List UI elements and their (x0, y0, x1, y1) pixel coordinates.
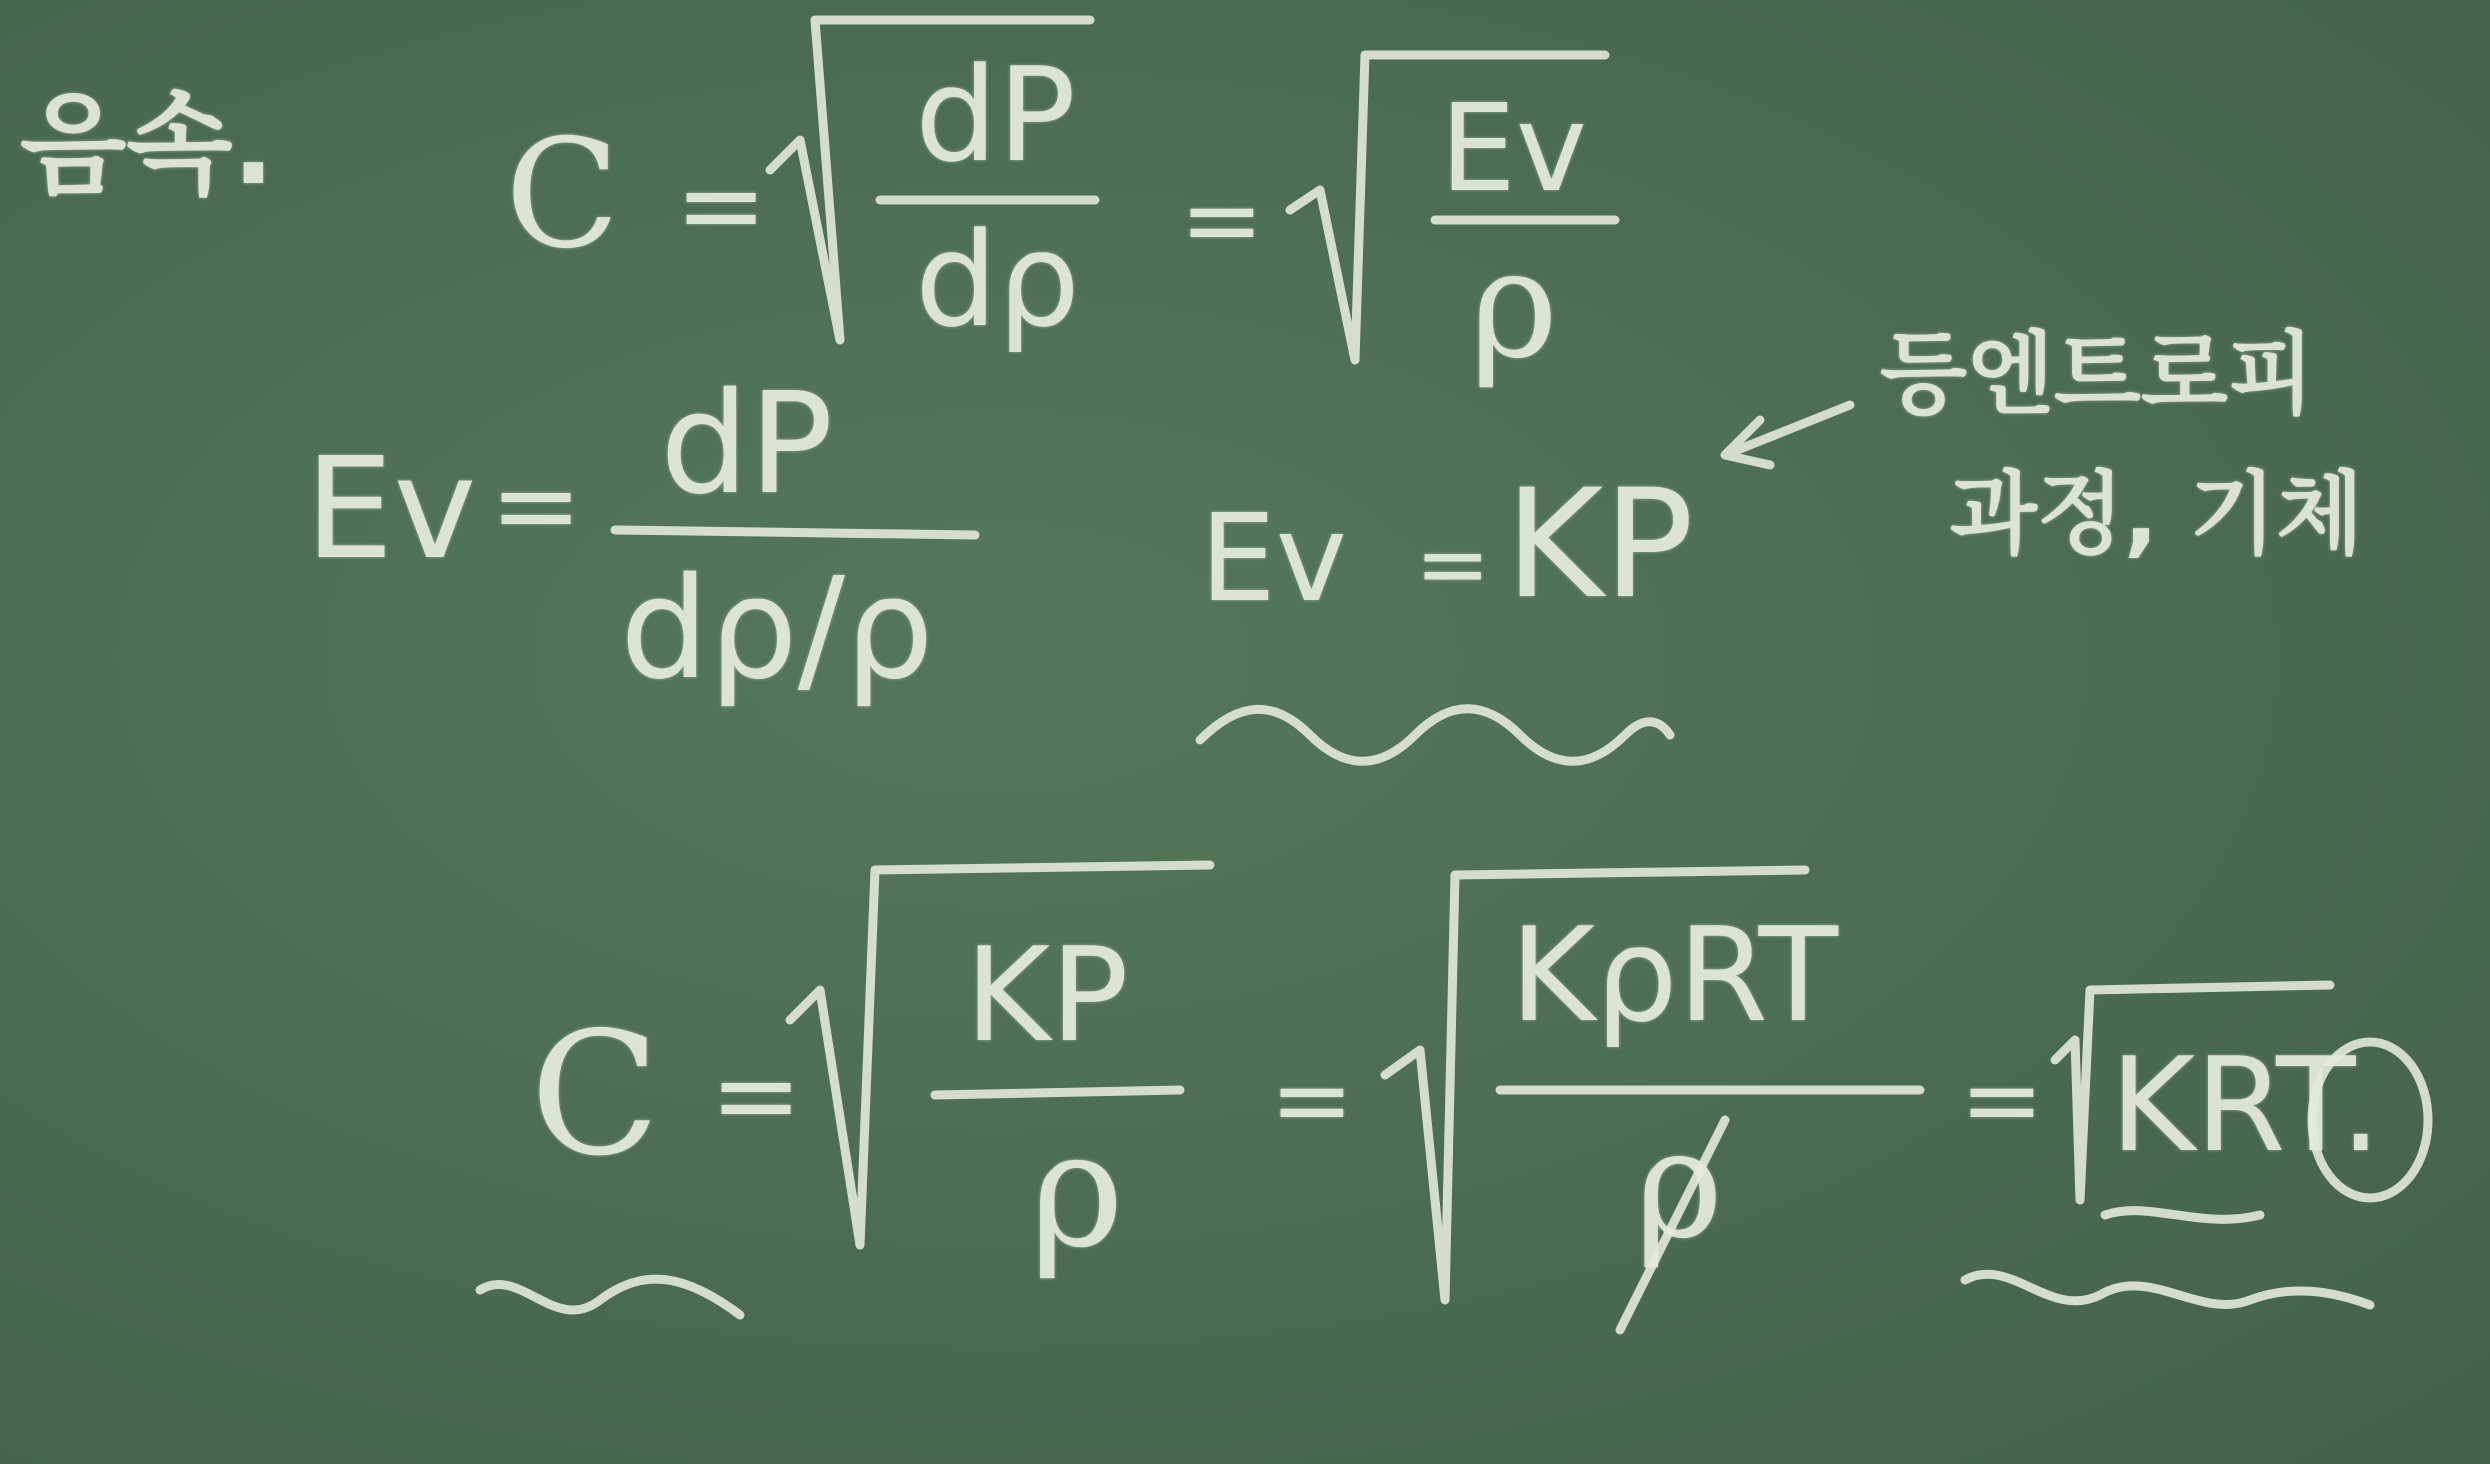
fraction-bar-4 (935, 1090, 1180, 1095)
wavy-underline-1 (1200, 709, 1670, 762)
eq4-frac1-denominator: ρ (1030, 1096, 1125, 1283)
eq2-equals: = (490, 441, 583, 569)
eq1-frac2-numerator: Ev (1440, 80, 1587, 219)
eq4-radicand-3: KRT. (2110, 1029, 2382, 1181)
note-line-1: 등엔트로피 (1880, 322, 2315, 427)
eq1-frac1-denominator: dρ (915, 204, 1081, 356)
fraction-bar-3 (615, 530, 975, 535)
title-label: 음속. (20, 81, 275, 209)
eq1-lhs: C (505, 108, 620, 282)
eq4-equals-2: = (1270, 1041, 1354, 1158)
eq3-equals: = (1415, 512, 1491, 617)
arrow-icon (1725, 405, 1850, 465)
wavy-underline-2 (480, 1279, 740, 1315)
eq4-frac2-numerator: KρRT (1510, 899, 1839, 1051)
note-line-2: 과정, 기체 (1950, 462, 2364, 567)
eq2-denominator: dρ/ρ (620, 548, 934, 711)
eq4-equals-1: = (710, 1031, 803, 1159)
eq2-lhs: Ev (305, 428, 477, 591)
eq1-frac2-denominator: ρ (1470, 218, 1559, 392)
eq3-rhs: KP (1505, 458, 1694, 632)
eq1-frac1-numerator: dP (915, 39, 1076, 191)
eq3-lhs: Ev (1200, 490, 1347, 629)
eq1-equals: = (675, 141, 768, 269)
underline-kr (2105, 1211, 2260, 1220)
eq4-frac2-denominator: ρ (1635, 1098, 1724, 1272)
eq4-frac1-numerator: KP (965, 919, 1129, 1071)
eq2-numerator: dP (660, 363, 834, 526)
eq4-equals-3: = (1960, 1041, 2044, 1158)
eq1-equals-2: = (1180, 161, 1264, 278)
eq4-lhs: C (530, 996, 661, 1194)
wavy-underline-3 (1965, 1274, 2370, 1305)
